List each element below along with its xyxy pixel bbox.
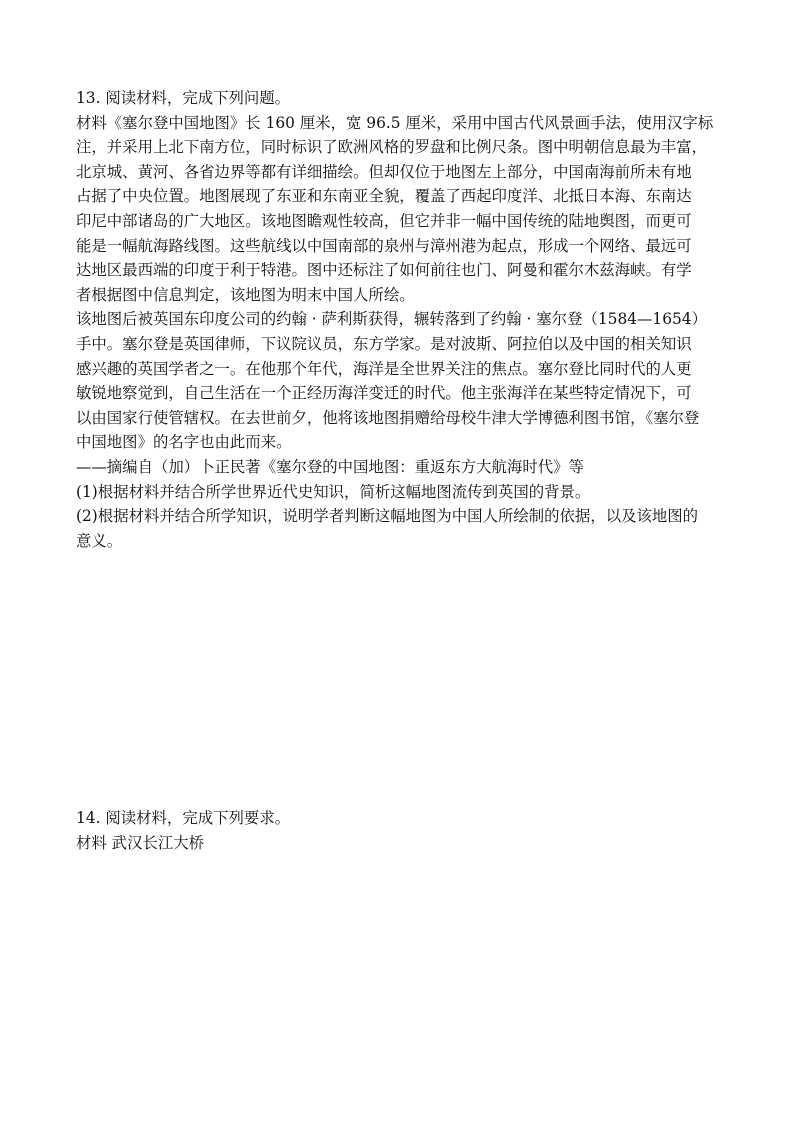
question-13 bbox=[76, 86, 726, 553]
question-14 bbox=[76, 806, 726, 855]
material-line: 该地图后被英国东印度公司的约翰 · 萨利斯获得，辗转落到了约翰 · 塞尔登（1584—1654） bbox=[76, 310, 707, 329]
sub-question-2-continued: 意义。 bbox=[76, 531, 123, 550]
question-13-material bbox=[76, 111, 726, 455]
material-line: 注，并采用上北下南方位，同时标识了欧洲风格的罗盘和比例尺条。图中明朝信息最为丰富， bbox=[76, 138, 708, 157]
sub-question-1: (1)根据材料并结合所学世界近代史知识，简析这幅地图流传到英国的背景。 bbox=[76, 482, 591, 501]
material-line: 材料《塞尔登中国地图》长 160 厘米，宽 96.5 厘米，采用中国古代风景画手法，使用汉字标 bbox=[76, 113, 714, 132]
question-14-material: 材料 武汉长江大桥 bbox=[76, 833, 205, 852]
material-line: 敏锐地察觉到，自己生活在一个正经历海洋变迁的时代。他主张海洋在某些特定情况下，可 bbox=[76, 384, 692, 403]
material-line: 者根据图中信息判定，该地图为明末中国人所绘。 bbox=[76, 285, 415, 304]
material-line: 手中。塞尔登是英国律师，下议院议员，东方学家。是对波斯、阿拉伯以及中国的相关知识 bbox=[76, 334, 692, 353]
material-line: 以由国家行使管辖权。在去世前夕，他将该地图捐赠给母校牛津大学博德利图书馆，《塞尔登 bbox=[76, 408, 700, 427]
question-13-sub-questions bbox=[76, 480, 726, 554]
question-13-title: 13. 阅读材料，完成下列问题。 bbox=[76, 89, 291, 107]
question-14-title: 14. 阅读材料，完成下列要求。 bbox=[76, 809, 291, 827]
sub-question-2: (2)根据材料并结合所学知识，说明学者判断这幅地图为中国人所绘制的依据，以及该地图的 bbox=[76, 507, 699, 526]
material-line: 达地区最西端的印度于利于特港。图中还标注了如何前往也门、阿曼和霍尔木兹海峡。有学 bbox=[76, 261, 692, 280]
material-line: 中国地图》的名字也由此而来。 bbox=[76, 433, 292, 452]
material-line: 占据了中央位置。地图展现了东亚和东南亚全貌，覆盖了西起印度洋、北抵日本海、东南达 bbox=[76, 187, 692, 206]
material-line: 印尼中部诸岛的广大地区。该地图瞻观性较高，但它并非一幅中国传统的陆地舆图，而更可 bbox=[76, 211, 692, 230]
material-line: 感兴趣的英国学者之一。在他那个年代，海洋是全世界关注的焦点。塞尔登比同时代的人更 bbox=[76, 359, 692, 378]
material-line: 北京城、黄河、各省边界等都有详细描绘。但却仅位于地图左上部分，中国南海前所未有地 bbox=[76, 162, 692, 181]
material-source: ——摘编自（加）卜正民著《塞尔登的中国地图：重返东方大航海时代》等 bbox=[76, 457, 584, 476]
material-line: 能是一幅航海路线图。这些航线以中国南部的泉州与漳州港为起点，形成一个网络、最远可 bbox=[76, 236, 692, 255]
